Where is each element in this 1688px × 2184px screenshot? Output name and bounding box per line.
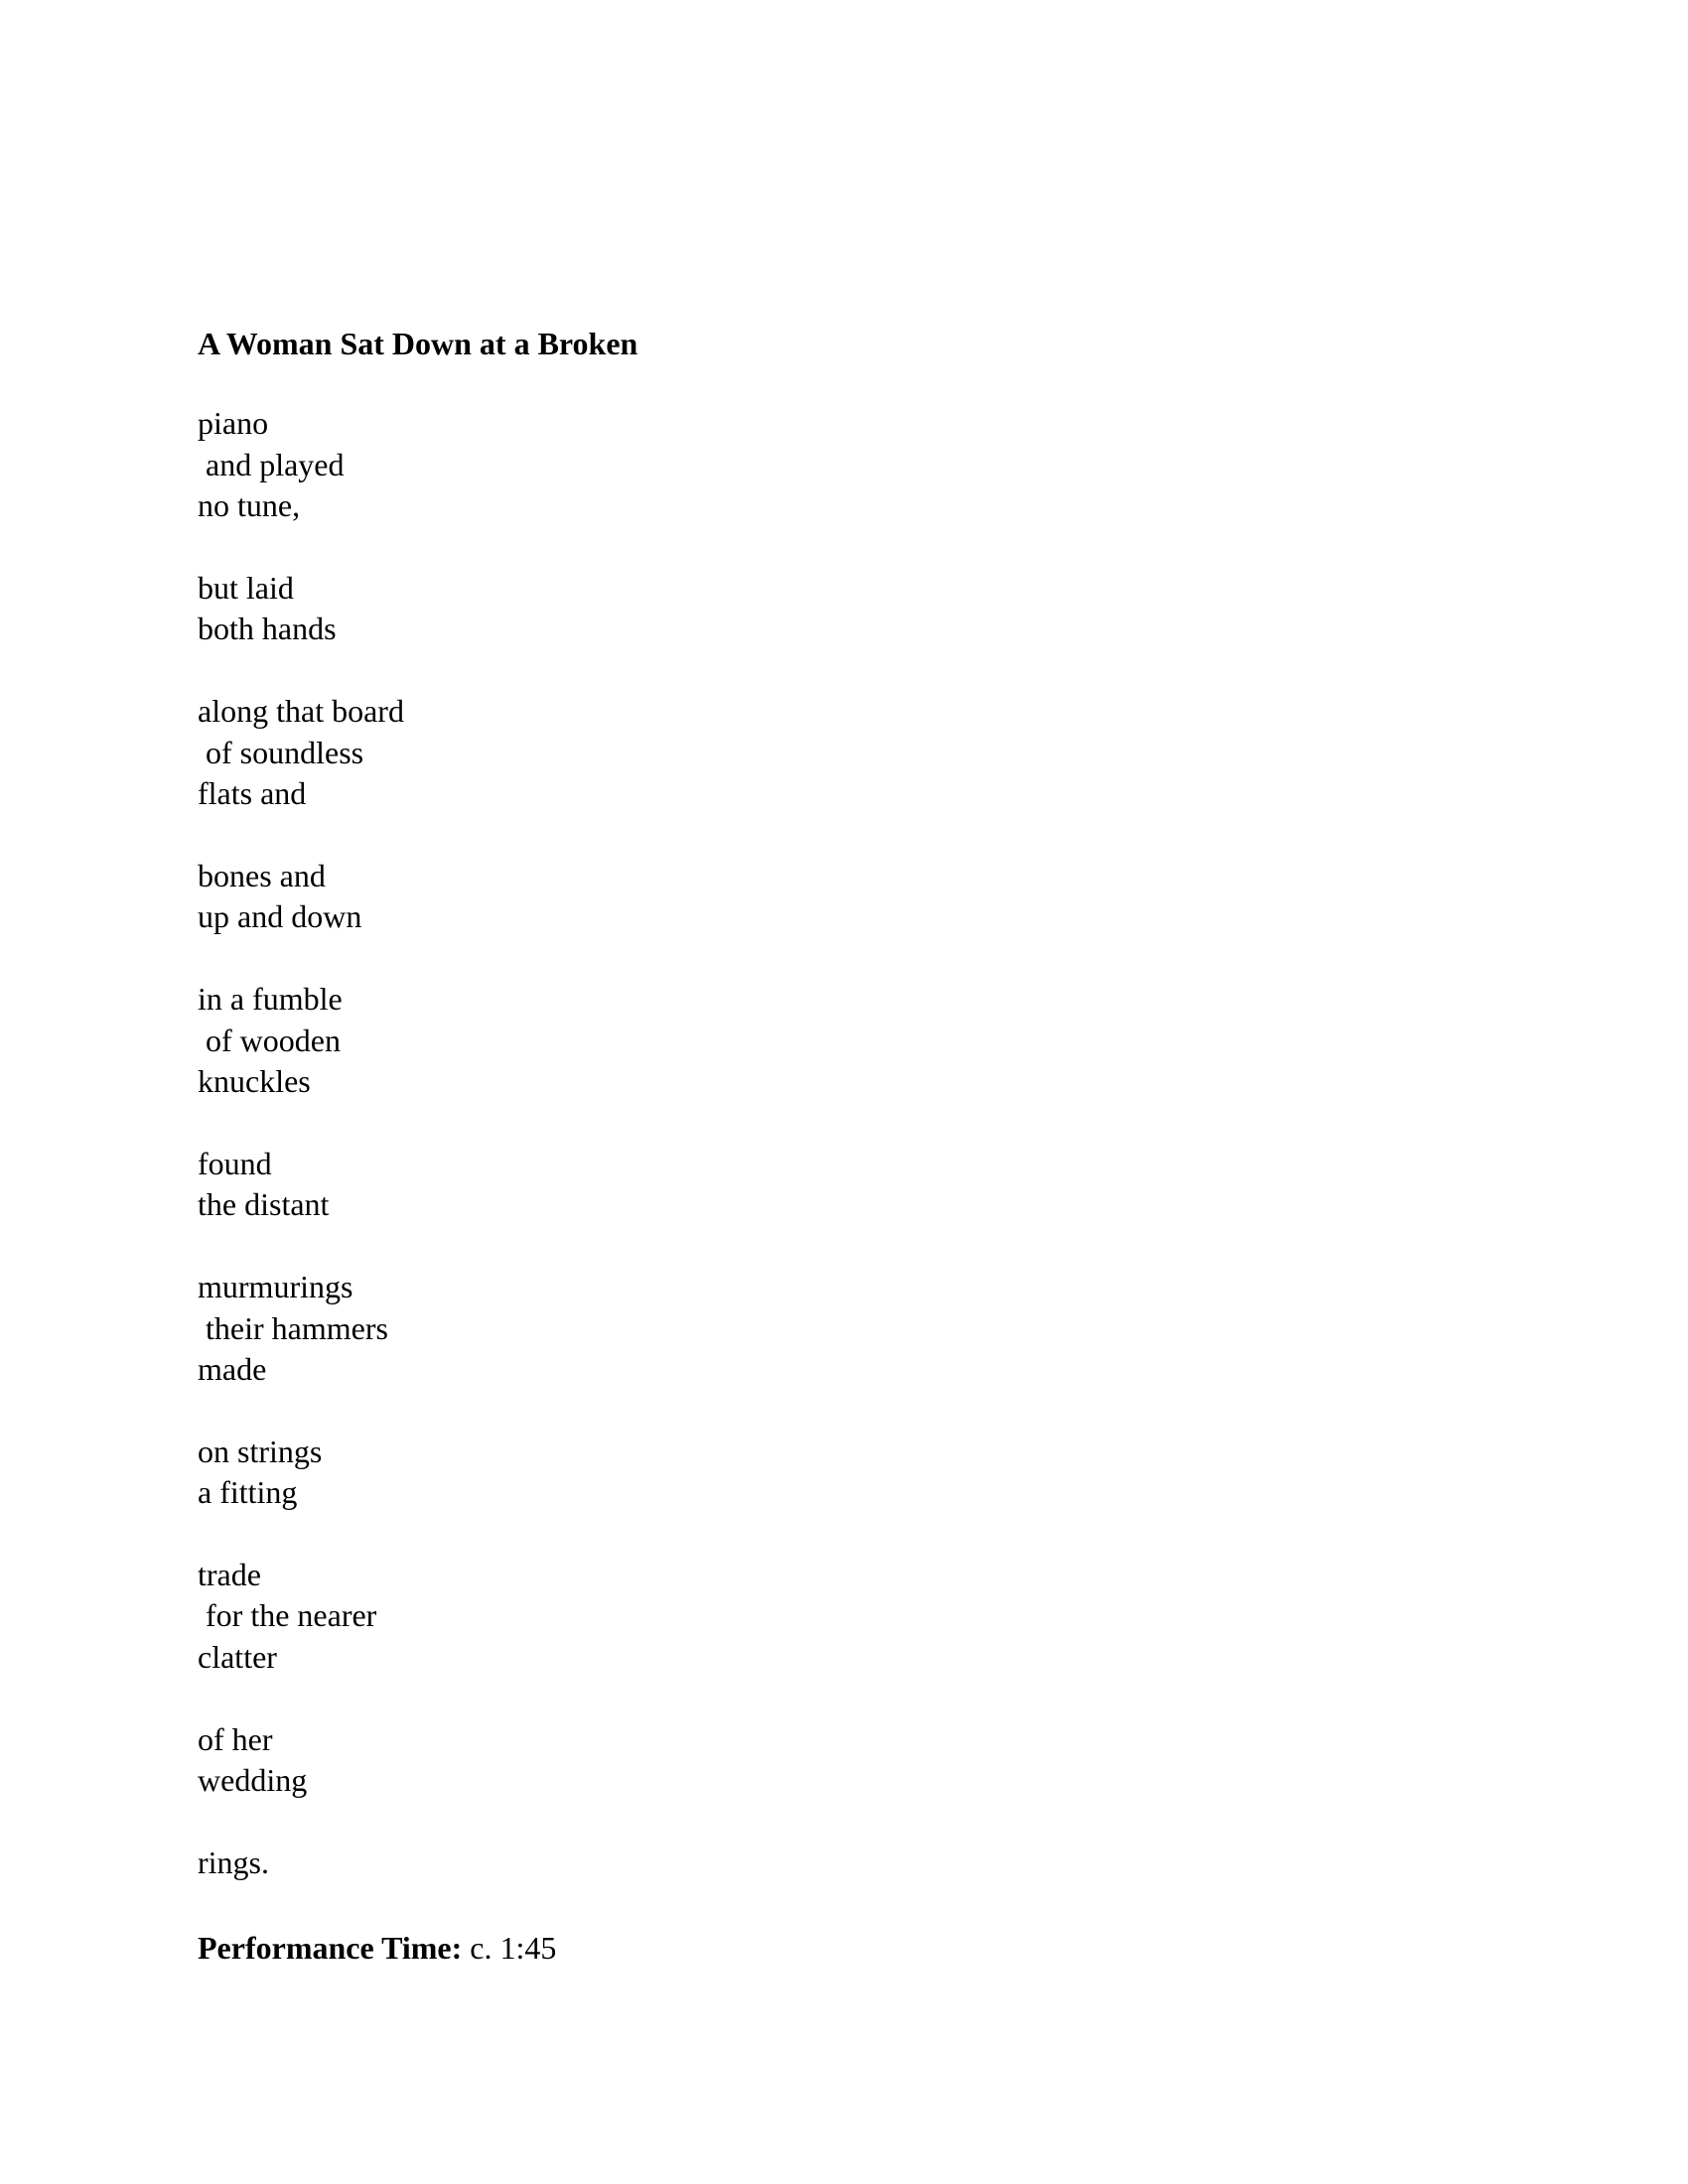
poem-line: for the nearer <box>206 1597 377 1634</box>
poem-stanza <box>198 979 1488 1103</box>
poem-line: found <box>198 1145 272 1181</box>
poem-title: A Woman Sat Down at a Broken <box>198 326 638 361</box>
poem-line: of her <box>198 1720 273 1757</box>
poem-line: and played <box>206 446 345 482</box>
poem-line: the distant <box>198 1186 330 1223</box>
poem-line: both hands <box>198 611 337 647</box>
document-page <box>198 320 1488 1972</box>
poem-line: knuckles <box>198 1063 311 1100</box>
poem-stanza <box>198 1555 1488 1679</box>
poem-stanza <box>198 1719 1488 1802</box>
poem-stanza <box>198 1144 1488 1226</box>
poem-line: but laid <box>198 569 294 606</box>
poem-line: along that board <box>198 692 404 729</box>
performance-time-value: c. 1:45 <box>462 1930 557 1967</box>
poem-line: rings. <box>198 1843 269 1880</box>
poem-line: murmurings <box>198 1268 353 1304</box>
poem-line: of wooden <box>206 1022 341 1058</box>
poem-line: bones and <box>198 857 326 893</box>
poem-line: their hammers <box>206 1309 388 1346</box>
poem-line: flats and <box>198 775 307 812</box>
poem-stanza <box>198 568 1488 650</box>
poem-line: made <box>198 1351 267 1388</box>
poem-line: clatter <box>198 1639 277 1676</box>
poem-stanza <box>198 1843 1488 1884</box>
poem-stanza <box>198 1267 1488 1391</box>
poem-stanza <box>198 691 1488 815</box>
poem-line: no tune, <box>198 487 301 524</box>
poem-body <box>198 403 1488 1883</box>
poem-line: piano <box>198 405 269 441</box>
poem-stanza <box>198 1432 1488 1514</box>
performance-time-label: Performance Time: <box>198 1930 463 1967</box>
poem-line: of soundless <box>206 734 364 770</box>
poem-line: on strings <box>198 1433 323 1469</box>
performance-time <box>198 1924 1488 1972</box>
poem-line: a fitting <box>198 1474 298 1511</box>
poem-line: trade <box>198 1556 261 1592</box>
poem-stanza <box>198 856 1488 938</box>
poem-line: wedding <box>198 1762 308 1799</box>
poem-stanza <box>198 403 1488 527</box>
poem-line: up and down <box>198 898 362 935</box>
poem-line: in a fumble <box>198 980 343 1017</box>
